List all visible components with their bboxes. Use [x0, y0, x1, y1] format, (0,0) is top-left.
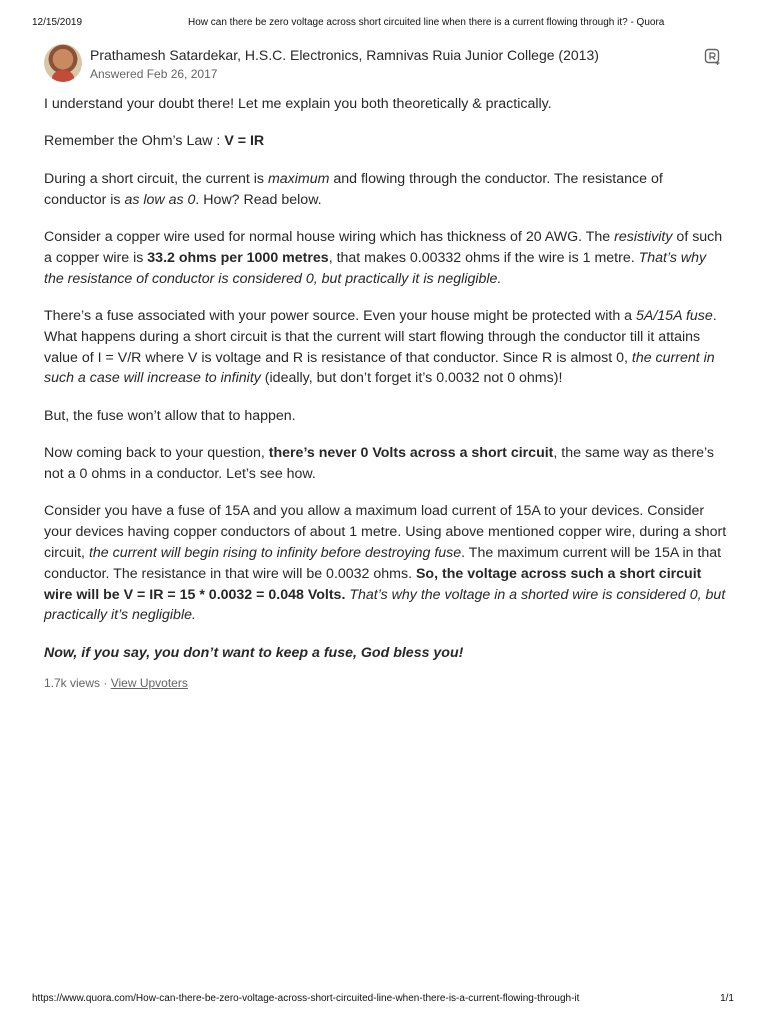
paragraph-7: Now coming back to your question, there’s never 0 Volts across a short circuit, the same way as there’s not a 0 ohms in a conductor. Let’s see how.	[44, 445, 715, 482]
paragraph-6: But, the fuse won’t allow that to happen.	[44, 407, 296, 424]
paragraph-2: Remember the Ohm’s Law : V = IR	[44, 133, 265, 150]
author-credential[interactable]: Prathamesh Satardekar, H.S.C. Electronics, Ramnivas Ruia Junior College (2013)	[90, 47, 599, 63]
paragraph-3: During a short circuit, the current is maximum and flowing through the conductor. The resistance of conductor is as low as 0. How? Read below.	[44, 170, 663, 208]
author-avatar[interactable]	[44, 44, 82, 82]
print-footer	[0, 993, 768, 1007]
answer-body	[44, 94, 728, 694]
paragraph-1: I understand your doubt there! Let me explain you both theoretically & practically.	[44, 96, 552, 112]
paragraph-4: Consider a copper wire used for normal house wiring which has thickness of 20 AWG. The resistivity of such a copper wire is 33.2 ohms per 1000 metres, that makes 0.00332 ohms if the wire is 1 metre. That’s why the resistance of conductor is considered 0, but practically it is negligible.	[44, 228, 723, 287]
answer-meta	[44, 673, 728, 694]
print-page-title: How can there be zero voltage across short circuited line when there is a current flowing through it? - Quora	[188, 17, 665, 28]
paragraph-5: There’s a fuse associated with your power source. Even your house might be protected with a 5A/15A fuse. What happens during a short circuit is that the current will start flowing through the conductor till it attains value of I = V/R where V is voltage and R is resistance of that conductor. Since R is almost 0, the current in such a case will increase to infinity (ideally, but don’t forget it’s 0.0032 not 0 ohms)!	[44, 307, 717, 387]
print-page-number: 1/1	[720, 993, 734, 1004]
view-upvoters-link[interactable]: View Upvoters	[110, 676, 188, 691]
paragraph-8: Consider you have a fuse of 15A and you allow a maximum load current of 15A to your devices. Consider your devices having copper conductors of about 1 metre. Using above mentioned copper wire, during a short circuit, the current will begin rising to infinity before destroying fuse. The maximum current will be 15A in that conductor. The resistance in that wire will be 0.0032 ohms. So, the voltage across such a short circuit wire will be V = IR = 15 * 0.0032 = 0.048 Volts. That’s why the voltage in a shorted wire is considered 0, but practically it’s negligible.	[44, 503, 727, 624]
print-date: 12/15/2019	[32, 17, 83, 28]
print-header	[0, 17, 768, 31]
answered-date[interactable]: Answered Feb 26, 2017	[90, 67, 218, 81]
answer-header	[44, 44, 734, 84]
share-icon[interactable]	[704, 48, 722, 66]
view-count: 1.7k views ·	[44, 676, 111, 691]
paragraph-9: Now, if you say, you don’t want to keep a fuse, God bless you!	[44, 644, 464, 661]
print-url: https://www.quora.com/How-can-there-be-zero-voltage-across-short-circuited-line-when-there-is-a-current-flowing-through-it	[32, 993, 580, 1004]
